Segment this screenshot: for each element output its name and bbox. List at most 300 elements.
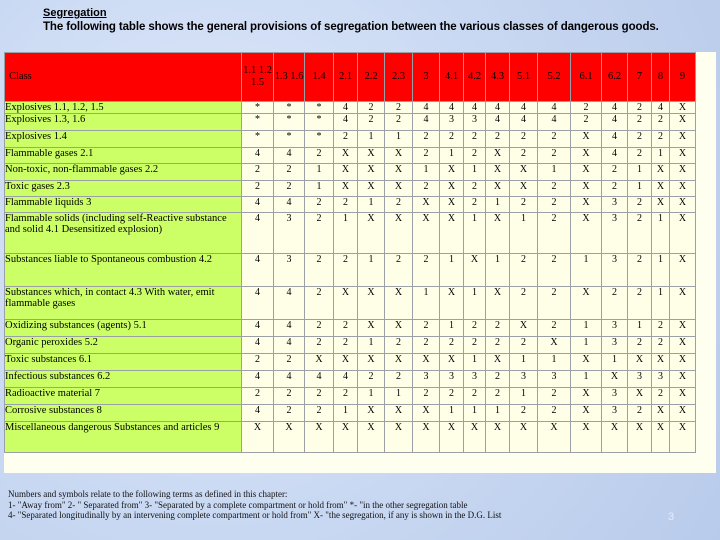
segregation-cell: X xyxy=(670,354,696,371)
segregation-cell: 2 xyxy=(358,371,385,388)
segregation-cell: 2 xyxy=(538,405,571,422)
segregation-cell: 2 xyxy=(305,388,334,405)
segregation-cell: 1 xyxy=(440,320,464,337)
segregation-cell: X xyxy=(652,354,670,371)
segregation-cell: X xyxy=(571,354,602,371)
table-row xyxy=(5,388,696,405)
segregation-cell: 2 xyxy=(652,320,670,337)
segregation-cell: X xyxy=(670,337,696,354)
column-header: 4.1 xyxy=(440,53,464,102)
table-row xyxy=(5,114,696,131)
segregation-cell: X xyxy=(670,164,696,181)
segregation-cell: X xyxy=(413,197,440,213)
table-row xyxy=(5,148,696,164)
segregation-cell: X xyxy=(358,181,385,197)
segregation-cell: X xyxy=(358,320,385,337)
segregation-cell: * xyxy=(242,102,274,114)
segregation-cell: 1 xyxy=(464,287,486,320)
segregation-cell: 2 xyxy=(464,320,486,337)
table-row xyxy=(5,102,696,114)
segregation-cell: 2 xyxy=(538,287,571,320)
table-row xyxy=(5,197,696,213)
segregation-cell: 3 xyxy=(538,371,571,388)
class-column-header: Class xyxy=(5,53,242,102)
segregation-cell: 1 xyxy=(334,405,358,422)
column-header: 4.3 xyxy=(486,53,510,102)
segregation-cell: 1 xyxy=(652,254,670,287)
table-row xyxy=(5,164,696,181)
segregation-cell: 4 xyxy=(510,114,538,131)
segregation-cell: 2 xyxy=(628,337,652,354)
row-class-label: Substances liable to Spontaneous combustion 4.2 xyxy=(5,254,242,287)
segregation-cell: 1 xyxy=(510,213,538,254)
segregation-cell: * xyxy=(274,131,305,148)
segregation-cell: X xyxy=(670,197,696,213)
segregation-cell: 2 xyxy=(358,102,385,114)
column-header: 4.2 xyxy=(464,53,486,102)
segregation-cell: 1 xyxy=(385,388,413,405)
segregation-cell: 2 xyxy=(334,254,358,287)
segregation-cell: 4 xyxy=(602,131,628,148)
segregation-cell: 2 xyxy=(628,287,652,320)
segregation-cell: X xyxy=(628,354,652,371)
segregation-cell: 4 xyxy=(486,114,510,131)
segregation-cell: 2 xyxy=(413,388,440,405)
column-header: 5.1 xyxy=(510,53,538,102)
segregation-cell: X xyxy=(670,213,696,254)
segregation-cell: 2 xyxy=(242,181,274,197)
segregation-cell: X xyxy=(305,354,334,371)
row-class-label: Flammable liquids 3 xyxy=(5,197,242,213)
segregation-cell: 2 xyxy=(538,148,571,164)
segregation-cell: X xyxy=(652,164,670,181)
segregation-cell: 1 xyxy=(652,148,670,164)
segregation-cell: X xyxy=(440,164,464,181)
segregation-cell: X xyxy=(670,388,696,405)
segregation-cell: X xyxy=(670,287,696,320)
segregation-cell: X xyxy=(538,337,571,354)
segregation-cell: X xyxy=(464,422,486,453)
segregation-cell: * xyxy=(274,114,305,131)
segregation-cell: 2 xyxy=(628,405,652,422)
table-row xyxy=(5,422,696,453)
table-row xyxy=(5,181,696,197)
segregation-cell: X xyxy=(670,422,696,453)
segregation-cell: 3 xyxy=(652,371,670,388)
segregation-cell: 2 xyxy=(305,405,334,422)
segregation-cell: X xyxy=(358,213,385,254)
segregation-cell: X xyxy=(571,131,602,148)
segregation-cell: 4 xyxy=(538,114,571,131)
segregation-cell: 1 xyxy=(464,354,486,371)
segregation-cell: * xyxy=(305,102,334,114)
segregation-cell: 4 xyxy=(274,337,305,354)
segregation-cell: 1 xyxy=(510,354,538,371)
segregation-cell: 3 xyxy=(510,371,538,388)
segregation-cell: X xyxy=(334,164,358,181)
segregation-cell: 2 xyxy=(628,131,652,148)
segregation-cell: 2 xyxy=(652,114,670,131)
table-row xyxy=(5,337,696,354)
segregation-cell: 3 xyxy=(440,371,464,388)
row-class-label: Explosives 1.3, 1.6 xyxy=(5,114,242,131)
segregation-cell: 2 xyxy=(486,337,510,354)
segregation-cell: X xyxy=(440,213,464,254)
segregation-cell: 2 xyxy=(538,197,571,213)
segregation-cell: X xyxy=(385,320,413,337)
segregation-cell: 3 xyxy=(602,213,628,254)
segregation-cell: 2 xyxy=(242,388,274,405)
segregation-cell: 1 xyxy=(358,337,385,354)
segregation-cell: X xyxy=(670,131,696,148)
page-subtitle: The following table shows the general provisions of segregation between the various classes of dangerous goods. xyxy=(43,21,659,33)
segregation-cell: 2 xyxy=(464,181,486,197)
segregation-cell: X xyxy=(571,164,602,181)
column-header: 2.3 xyxy=(385,53,413,102)
segregation-cell: X xyxy=(242,422,274,453)
segregation-cell: 4 xyxy=(334,102,358,114)
segregation-cell: 2 xyxy=(571,114,602,131)
segregation-cell: X xyxy=(334,422,358,453)
column-header: 6.2 xyxy=(602,53,628,102)
row-class-label: Toxic gases 2.3 xyxy=(5,181,242,197)
segregation-cell: 4 xyxy=(413,114,440,131)
header-row xyxy=(5,53,696,102)
column-header: 5.2 xyxy=(538,53,571,102)
segregation-cell: X xyxy=(510,422,538,453)
row-class-label: Non-toxic, non-flammable gases 2.2 xyxy=(5,164,242,181)
segregation-cell: 3 xyxy=(602,388,628,405)
segregation-cell: X xyxy=(670,405,696,422)
segregation-cell: X xyxy=(652,181,670,197)
segregation-cell: X xyxy=(571,213,602,254)
segregation-cell: 3 xyxy=(464,371,486,388)
segregation-cell: 1 xyxy=(628,181,652,197)
segregation-cell: X xyxy=(652,405,670,422)
segregation-cell: 4 xyxy=(334,371,358,388)
segregation-cell: 2 xyxy=(413,181,440,197)
segregation-cell: X xyxy=(628,388,652,405)
row-class-label: Toxic substances 6.1 xyxy=(5,354,242,371)
segregation-cell: 2 xyxy=(628,213,652,254)
segregation-cell: X xyxy=(510,181,538,197)
segregation-cell: 2 xyxy=(538,213,571,254)
segregation-cell: 1 xyxy=(464,164,486,181)
segregation-cell: 1 xyxy=(628,320,652,337)
row-class-label: Flammable gases 2.1 xyxy=(5,148,242,164)
segregation-cell: 4 xyxy=(413,102,440,114)
segregation-cell: X xyxy=(602,422,628,453)
segregation-cell: X xyxy=(486,354,510,371)
segregation-cell: X xyxy=(486,164,510,181)
segregation-cell: 1 xyxy=(358,197,385,213)
segregation-cell: X xyxy=(571,197,602,213)
segregation-cell: X xyxy=(358,164,385,181)
segregation-cell: 1 xyxy=(440,254,464,287)
segregation-cell: 1 xyxy=(464,405,486,422)
segregation-cell: 1 xyxy=(358,254,385,287)
segregation-cell: X xyxy=(334,148,358,164)
segregation-cell: X xyxy=(486,181,510,197)
segregation-cell: X xyxy=(538,422,571,453)
segregation-cell: X xyxy=(358,422,385,453)
segregation-cell: 2 xyxy=(385,197,413,213)
segregation-cell: 3 xyxy=(602,337,628,354)
segregation-cell: 2 xyxy=(334,337,358,354)
segregation-cell: X xyxy=(670,254,696,287)
segregation-cell: 2 xyxy=(413,320,440,337)
segregation-cell: 2 xyxy=(242,164,274,181)
table-row xyxy=(5,405,696,422)
segregation-cell: X xyxy=(413,354,440,371)
segregation-cell: 2 xyxy=(334,131,358,148)
segregation-cell: X xyxy=(670,102,696,114)
segregation-cell: 2 xyxy=(571,102,602,114)
segregation-cell: X xyxy=(571,422,602,453)
segregation-cell: 2 xyxy=(358,114,385,131)
column-header: 8 xyxy=(652,53,670,102)
segregation-cell: X xyxy=(628,422,652,453)
segregation-cell: 1 xyxy=(571,337,602,354)
row-class-label: Corrosive substances 8 xyxy=(5,405,242,422)
segregation-cell: 2 xyxy=(486,388,510,405)
segregation-cell: 2 xyxy=(510,287,538,320)
segregation-cell: 2 xyxy=(440,131,464,148)
segregation-cell: 4 xyxy=(242,254,274,287)
segregation-cell: X xyxy=(334,181,358,197)
column-header: 1.4 xyxy=(305,53,334,102)
segregation-cell: * xyxy=(274,102,305,114)
segregation-cell: 2 xyxy=(464,197,486,213)
table-row xyxy=(5,287,696,320)
segregation-cell: 2 xyxy=(510,254,538,287)
segregation-cell: 2 xyxy=(628,254,652,287)
segregation-cell: 4 xyxy=(242,320,274,337)
segregation-cell: 1 xyxy=(413,164,440,181)
segregation-cell: 4 xyxy=(274,371,305,388)
segregation-cell: 1 xyxy=(571,320,602,337)
segregation-cell: 2 xyxy=(486,371,510,388)
segregation-cell: 1 xyxy=(571,371,602,388)
column-header: 3 xyxy=(413,53,440,102)
segregation-cell: 2 xyxy=(413,254,440,287)
segregation-cell: 2 xyxy=(602,287,628,320)
segregation-cell: 3 xyxy=(602,254,628,287)
segregation-table xyxy=(4,52,696,453)
segregation-cell: 2 xyxy=(274,405,305,422)
segregation-cell: 2 xyxy=(464,131,486,148)
segregation-cell: 4 xyxy=(242,405,274,422)
segregation-cell: 4 xyxy=(464,102,486,114)
segregation-cell: 2 xyxy=(602,181,628,197)
segregation-cell: 1 xyxy=(538,164,571,181)
segregation-cell: X xyxy=(385,354,413,371)
segregation-cell: 4 xyxy=(334,114,358,131)
segregation-cell: 4 xyxy=(242,287,274,320)
segregation-cell: 2 xyxy=(413,131,440,148)
segregation-cell: 1 xyxy=(464,213,486,254)
legend-notes xyxy=(8,489,708,521)
segregation-cell: 4 xyxy=(602,148,628,164)
segregation-cell: 2 xyxy=(385,337,413,354)
segregation-cell: 4 xyxy=(652,102,670,114)
segregation-cell: 2 xyxy=(510,337,538,354)
segregation-cell: X xyxy=(670,114,696,131)
segregation-cell: 2 xyxy=(305,320,334,337)
segregation-cell: X xyxy=(670,148,696,164)
segregation-cell: X xyxy=(571,287,602,320)
segregation-cell: 3 xyxy=(274,213,305,254)
column-header: 2.1 xyxy=(334,53,358,102)
segregation-cell: 3 xyxy=(464,114,486,131)
segregation-cell: 1 xyxy=(510,388,538,405)
segregation-cell: 1 xyxy=(305,164,334,181)
table-row xyxy=(5,131,696,148)
segregation-cell: 1 xyxy=(413,287,440,320)
segregation-cell: X xyxy=(385,287,413,320)
column-header: 6.1 xyxy=(571,53,602,102)
segregation-cell: 1 xyxy=(571,254,602,287)
segregation-cell: 2 xyxy=(486,320,510,337)
segregation-cell: 1 xyxy=(385,131,413,148)
segregation-cell: X xyxy=(358,354,385,371)
segregation-cell: X xyxy=(385,405,413,422)
segregation-cell: 2 xyxy=(464,337,486,354)
segregation-cell: 2 xyxy=(628,114,652,131)
segregation-cell: 4 xyxy=(274,148,305,164)
segregation-cell: 2 xyxy=(652,131,670,148)
segregation-cell: 3 xyxy=(602,320,628,337)
row-class-label: Infectious substances 6.2 xyxy=(5,371,242,388)
segregation-cell: X xyxy=(571,405,602,422)
segregation-cell: 2 xyxy=(242,354,274,371)
segregation-cell: 2 xyxy=(413,148,440,164)
segregation-cell: * xyxy=(242,114,274,131)
segregation-cell: 2 xyxy=(538,388,571,405)
segregation-cell: 2 xyxy=(305,337,334,354)
segregation-cell: 3 xyxy=(602,405,628,422)
segregation-cell: 4 xyxy=(486,102,510,114)
segregation-cell: 2 xyxy=(385,254,413,287)
segregation-cell: 1 xyxy=(628,164,652,181)
segregation-cell: 4 xyxy=(510,102,538,114)
segregation-cell: 4 xyxy=(602,102,628,114)
segregation-cell: X xyxy=(440,287,464,320)
segregation-cell: 4 xyxy=(242,213,274,254)
segregation-cell: 1 xyxy=(652,287,670,320)
segregation-cell: X xyxy=(440,354,464,371)
row-class-label: Miscellaneous dangerous Substances and articles 9 xyxy=(5,422,242,453)
segregation-cell: X xyxy=(274,422,305,453)
column-header: 9 xyxy=(670,53,696,102)
segregation-cell: 3 xyxy=(440,114,464,131)
segregation-cell: 4 xyxy=(274,320,305,337)
segregation-cell: 2 xyxy=(305,197,334,213)
segregation-cell: X xyxy=(334,354,358,371)
table-row xyxy=(5,254,696,287)
segregation-cell: 2 xyxy=(628,197,652,213)
segregation-cell: X xyxy=(510,320,538,337)
segregation-cell: 2 xyxy=(334,388,358,405)
segregation-cell: 2 xyxy=(628,148,652,164)
segregation-cell: X xyxy=(440,181,464,197)
segregation-cell: 2 xyxy=(538,254,571,287)
row-class-label: Flammable solids (including self-Reactive substance and solid 4.1 Desensitized explosion) xyxy=(5,213,242,254)
segregation-cell: 2 xyxy=(602,164,628,181)
segregation-cell: X xyxy=(486,422,510,453)
segregation-cell: X xyxy=(358,405,385,422)
segregation-cell: 2 xyxy=(334,197,358,213)
segregation-cell: 2 xyxy=(510,405,538,422)
segregation-cell: * xyxy=(242,131,274,148)
segregation-cell: 3 xyxy=(274,254,305,287)
table-row xyxy=(5,320,696,337)
segregation-cell: 2 xyxy=(274,164,305,181)
segregation-cell: 4 xyxy=(538,102,571,114)
segregation-cell: X xyxy=(486,148,510,164)
segregation-cell: X xyxy=(571,148,602,164)
segregation-cell: 1 xyxy=(602,354,628,371)
segregation-cell: * xyxy=(305,114,334,131)
segregation-cell: X xyxy=(385,164,413,181)
legend-line-1: 1- "Away from" 2- " Separated from" 3- "Separated by a complete compartment or hold from" *- "in the other segregation table xyxy=(8,499,468,510)
segregation-cell: X xyxy=(385,422,413,453)
row-class-label: Explosives 1.4 xyxy=(5,131,242,148)
segregation-cell: 2 xyxy=(305,213,334,254)
segregation-cell: 1 xyxy=(305,181,334,197)
segregation-cell: X xyxy=(413,213,440,254)
segregation-cell: 4 xyxy=(602,114,628,131)
segregation-cell: 2 xyxy=(486,131,510,148)
segregation-cell: 3 xyxy=(413,371,440,388)
segregation-cell: 2 xyxy=(628,102,652,114)
segregation-cell: 3 xyxy=(628,371,652,388)
segregation-cell: * xyxy=(305,131,334,148)
segregation-cell: X xyxy=(571,388,602,405)
segregation-cell: X xyxy=(670,371,696,388)
segregation-cell: 4 xyxy=(242,337,274,354)
segregation-cell: 2 xyxy=(334,320,358,337)
segregation-cell: X xyxy=(358,287,385,320)
table-row xyxy=(5,213,696,254)
segregation-cell: 1 xyxy=(440,148,464,164)
segregation-cell: 2 xyxy=(440,388,464,405)
segregation-cell: 2 xyxy=(305,254,334,287)
row-class-label: Substances which, in contact 4.3 With water, emit flammable gases xyxy=(5,287,242,320)
segregation-cell: 2 xyxy=(440,337,464,354)
segregation-cell: X xyxy=(486,213,510,254)
segregation-cell: X xyxy=(413,422,440,453)
segregation-cell: 2 xyxy=(305,287,334,320)
segregation-cell: X xyxy=(670,181,696,197)
segregation-cell: 4 xyxy=(242,148,274,164)
segregation-cell: 2 xyxy=(274,354,305,371)
segregation-cell: 2 xyxy=(652,388,670,405)
segregation-cell: 2 xyxy=(385,371,413,388)
segregation-cell: X xyxy=(652,422,670,453)
segregation-cell: 3 xyxy=(602,197,628,213)
page-number: 3 xyxy=(668,511,675,523)
segregation-cell: 2 xyxy=(652,337,670,354)
segregation-cell: X xyxy=(358,148,385,164)
segregation-cell: 2 xyxy=(385,114,413,131)
segregation-cell: 2 xyxy=(538,320,571,337)
segregation-cell: X xyxy=(602,371,628,388)
page-title: Segregation xyxy=(43,7,107,19)
segregation-cell: 2 xyxy=(305,148,334,164)
segregation-cell: X xyxy=(486,287,510,320)
row-class-label: Explosives 1.1, 1.2, 1.5 xyxy=(5,102,242,114)
